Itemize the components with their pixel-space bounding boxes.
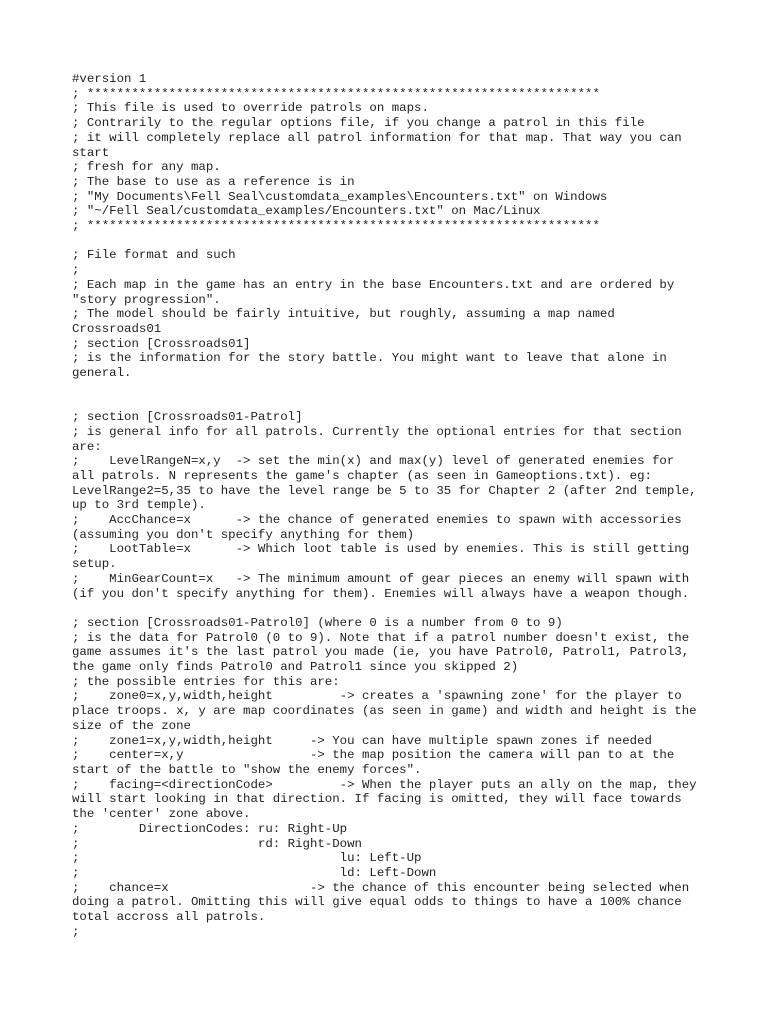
document-line: ; is the data for Patrol0 (0 to 9). Note that if a patrol number doesn't exist, the game assumes it's the last patrol you made (ie, you have Patrol0, Patrol1, Patrol3, the game only finds Patrol0 and Patrol1 since you skipped 2) [72, 630, 697, 675]
document-page [72, 72, 705, 939]
document-line: ; [72, 263, 80, 278]
document-line [72, 395, 702, 410]
document-line: ; File format and such [72, 248, 236, 263]
document-line: ; is the information for the story battle. You might want to leave that alone in general. [72, 351, 675, 381]
document-line [72, 601, 702, 616]
document-line: ; fresh for any map. [72, 160, 221, 175]
document-line: ; Each map in the game has an entry in the base Encounters.txt and are ordered by "story progression". [72, 277, 682, 307]
document-line: ; MinGearCount=x -> The minimum amount of gear pieces an enemy will spawn with (if you don't specify anything for them). Enemies will always have a weapon though. [72, 571, 697, 601]
document-line: ; the possible entries for this are: [72, 674, 340, 689]
document-line: ; ld: Left-Down [72, 865, 437, 880]
document-line [72, 234, 702, 249]
document-line: ; The base to use as a reference is in [72, 174, 355, 189]
document-line: ; This file is used to override patrols on maps. [72, 101, 429, 116]
document-line: #version 1 [72, 72, 147, 86]
document-line: ; center=x,y -> the map position the camera will pan to at the start of the battle to "show the enemy forces". [72, 748, 682, 777]
document-line: ; is general info for all patrols. Currently the optional entries for that section are: [72, 424, 690, 454]
document-line: ; The model should be fairly intuitive, but roughly, assuming a map named Crossroads01 [72, 307, 623, 336]
document-line: ; "~/Fell Seal/customdata_examples/Encounters.txt" on Mac/Linux [72, 204, 541, 219]
document-line: ; AccChance=x -> the chance of generated enemies to spawn with accessories (assuming you don't specify anything for them) [72, 513, 690, 542]
document-line: ; it will completely replace all patrol information for that map. That way you can start [72, 130, 690, 160]
document-line: ; section [Crossroads01-Patrol0] (where 0 is a number from 0 to 9) [72, 615, 563, 630]
document-line: ; facing=<directionCode> -> When the player puts an ally on the map, they will start looking in that direction. If facing is omitted, they will face towards the 'center' zone above. [72, 777, 705, 822]
document-line: ; LevelRangeN=x,y -> set the min(x) and max(y) level of generated enemies for all patrols. N represents the game's chapter (as seen in Gameoptions.txt). eg: LevelRange2=5,35 to have the level range be 5 to 35 for Chapter 2 (after 2nd temple, up to 3rd temple). [72, 454, 705, 513]
document-line: ; LootTable=x -> Which loot table is used by enemies. This is still getting setup. [72, 542, 697, 572]
document-line: ; [72, 924, 80, 939]
document-line: ; Contrarily to the regular options file, if you change a patrol in this file [72, 116, 645, 131]
document-line: ; section [Crossroads01-Patrol] [72, 410, 303, 425]
document-line: ; ********************************************************************* [72, 86, 600, 101]
document-line: ; DirectionCodes: ru: Right-Up [72, 821, 348, 836]
document-line: ; ********************************************************************* [72, 219, 600, 234]
document-line: ; lu: Left-Up [72, 851, 422, 866]
document-line: ; zone1=x,y,width,height -> You can have multiple spawn zones if needed [72, 733, 652, 748]
document-line: ; "My Documents\Fell Seal\customdata_examples\Encounters.txt" on Windows [72, 189, 608, 204]
document-line: ; chance=x -> the chance of this encounter being selected when doing a patrol. Omitting this will give equal odds to things to have a 100% chance total accross all patrols. [72, 880, 697, 925]
document-line: ; section [Crossroads01] [72, 336, 251, 351]
document-line: ; rd: Right-Down [72, 836, 362, 851]
document-line [72, 381, 702, 396]
document-line: ; zone0=x,y,width,height -> creates a 'spawning zone' for the player to place troops. x, y are map coordinates (as seen in game) and width and height is the size of the zone [72, 689, 705, 733]
